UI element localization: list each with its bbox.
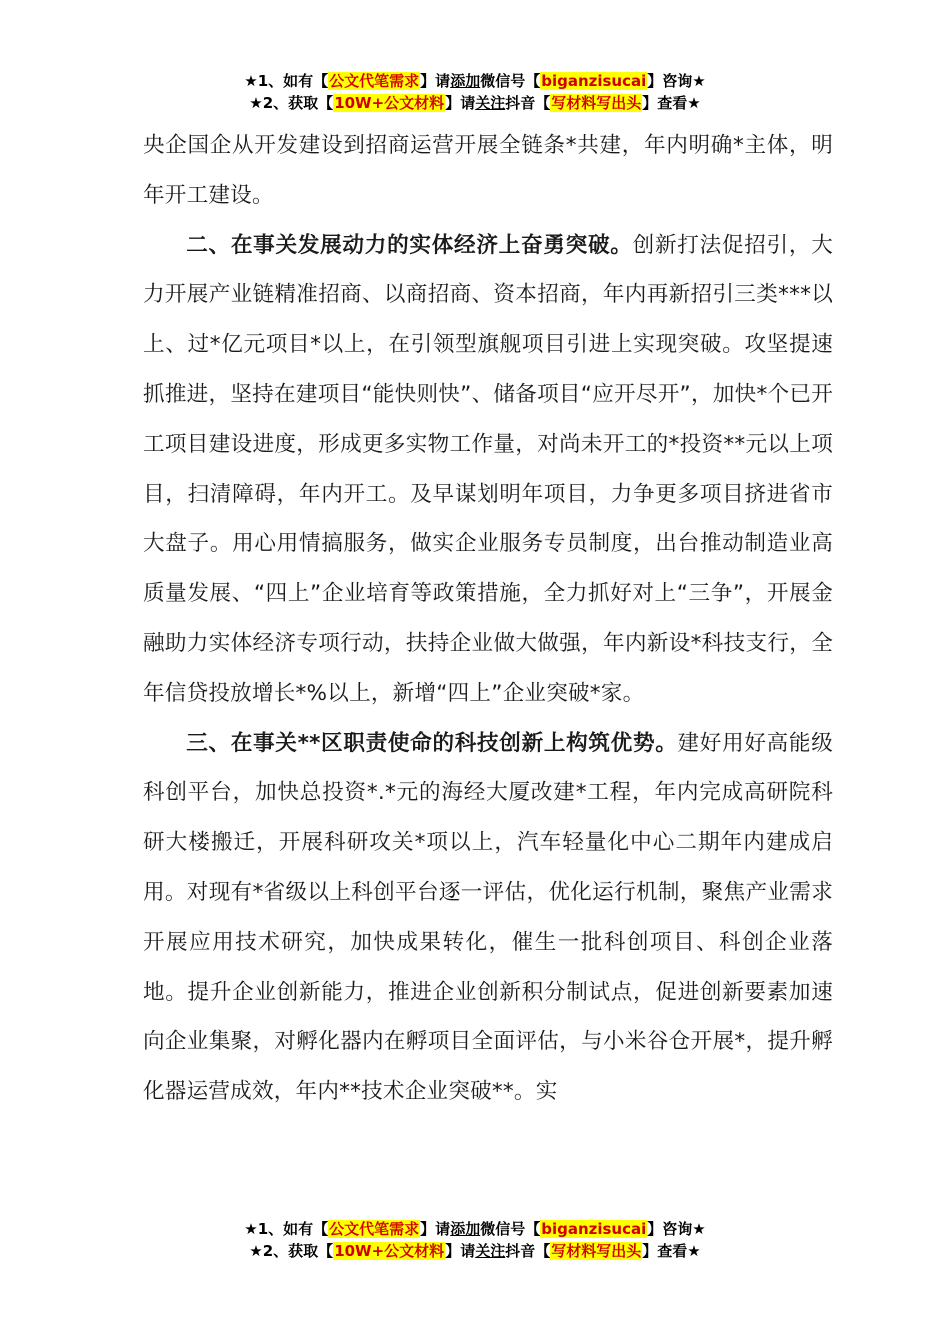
promo-line-2: ★2、获取【10W+公文材料】请关注抖音【写材料写出头】查看★ [249, 94, 701, 112]
section-heading-2: 二、在事关发展动力的实体经济上奋勇突破。 [186, 232, 633, 258]
document-body [143, 121, 833, 1117]
paragraph-continuation: 央企国企从开发建设到招商运营开展全链条*共建，年内明确*主体，明年开工建设。 [143, 133, 833, 208]
promo-line-1: ★1、如有【公文代笔需求】请添加微信号【biganzisucai】咨询★ [244, 1220, 706, 1238]
section-body-3: 建好用好高能级科创平台，加快总投资*.*元的海经大厦改建*工程，年内完成高研院科研大楼搬迁，开展科研攻关*项以上，汽车轻量化中心二期年内建成启用。对现有*省级以上科创平台逐一评估，优化运行机制，聚焦产业需求开展应用技术研究，加快成果转化，催生一批科创项目、科创企业落地。提升企业创新能力，推进企业创新积分制试点，促进创新要素加速向企业集聚，对孵化器内在孵项目全面评估，与小米谷仓开展*，提升孵化器运营成效，年内**技术企业突破**。实 [143, 730, 834, 1105]
section-body-2: 创新打法促招引，大力开展产业链精准招商、以商招商、资本招商，年内再新招引三类***以上、过*亿元项目*以上，在引领型旗舰项目引进上实现突破。攻坚提速抓推进，坚持在建项目“能快则快”、储备项目“应开尽开”，加快*个已开工项目建设进度，形成更多实物工作量，对尚未开工的*投资**元以上项目，扫清障碍，年内开工。及早谋划明年项目，力争更多项目挤进省市大盘子。用心用情搞服务，做实企业服务专员制度，出台推动制造业高质量发展、“四上”企业培育等政策措施，全力抓好对上“三争”，开展金融助力实体经济专项行动，扶持企业做大做强，年内新设*科技支行，全年信贷投放增长*%以上，新增“四上”企业突破*家。 [143, 232, 833, 706]
section-heading-3: 三、在事关**区职责使命的科技创新上构筑优势。 [186, 730, 678, 756]
promo-banner-bottom [0, 1218, 950, 1262]
highlight-wechat-id: biganzisucai [541, 1220, 647, 1238]
promo-line-2: ★2、获取【10W+公文材料】请关注抖音【写材料写出头】查看★ [249, 1242, 701, 1260]
paragraph-section-2 [143, 221, 833, 719]
promo-line-1: ★1、如有【公文代笔需求】请添加微信号【biganzisucai】咨询★ [244, 72, 706, 90]
highlight-service: 公文代笔需求 [329, 1220, 420, 1238]
highlight-wechat-id: biganzisucai [541, 72, 647, 90]
highlight-materials: 10W+公文材料 [334, 1242, 445, 1260]
promo-banner-top [0, 70, 950, 114]
highlight-douyin-account: 写材料写出头 [551, 94, 642, 112]
highlight-materials: 10W+公文材料 [334, 94, 445, 112]
paragraph-section-3 [143, 719, 833, 1117]
highlight-douyin-account: 写材料写出头 [551, 1242, 642, 1260]
highlight-service: 公文代笔需求 [329, 72, 420, 90]
